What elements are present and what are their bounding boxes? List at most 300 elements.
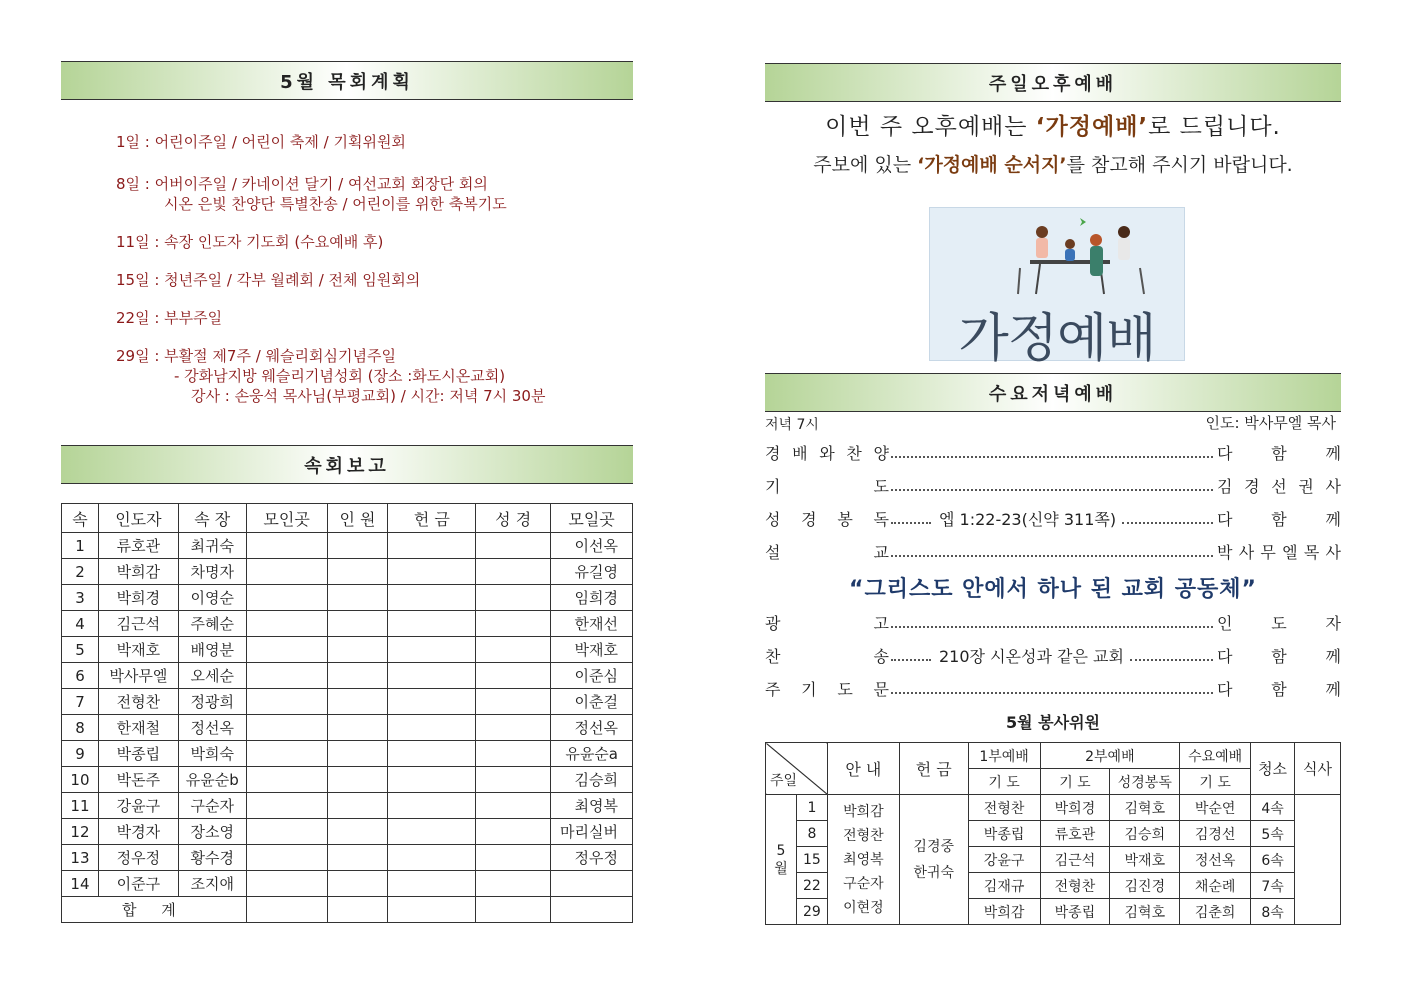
volunteer-cell: 5속 [1251, 821, 1295, 847]
week-day: 22 [796, 873, 827, 899]
order-label-char: 와 [819, 443, 835, 463]
plan-item [116, 132, 636, 152]
report-cell [246, 663, 327, 689]
volunteer-cell: 박희감 [968, 899, 1040, 925]
report-cell: 이준구 [98, 871, 178, 897]
order-dots [891, 682, 1213, 694]
guide-name: 구순자 [843, 875, 884, 892]
order-dots [891, 446, 1213, 458]
plan-text: 어버이주일 / 카네이션 달기 / 여선교회 회장단 회의 [154, 175, 488, 193]
plan-text: 어린이주일 / 어린이 축제 / 기획위원회 [154, 133, 406, 151]
month-cell [766, 795, 797, 925]
report-cell: 이선옥 [551, 533, 633, 559]
report-cell [246, 715, 327, 741]
order-label-char: 도 [873, 476, 889, 496]
report-column-header: 모일곳 [551, 504, 633, 533]
order-label [765, 611, 889, 634]
second-service-header: 2부예배 [1040, 743, 1180, 769]
worship-order-row [765, 676, 1341, 700]
order-value-char: 사 [1325, 476, 1341, 496]
report-cell: 정선옥 [551, 715, 633, 741]
order-label-char: 도 [837, 679, 853, 699]
volunteer-cell: 김혁호 [1110, 795, 1180, 821]
plan-extra-line: 강사 : 손웅석 목사님(부평교회) / 시간: 저녁 7시 30분 [191, 387, 546, 405]
order-value-char: 무 [1260, 542, 1276, 562]
order-label-char: 찬 [765, 646, 781, 666]
order-value-char: 자 [1325, 613, 1341, 633]
report-title: 속회보고 [304, 455, 390, 477]
report-cell [476, 871, 551, 897]
order-value [1217, 441, 1341, 464]
report-cell [476, 611, 551, 637]
plan-extra-line: 시온 은빛 찬양단 특별찬송 / 어린이를 위한 축복기도 [164, 195, 507, 213]
report-cell [388, 533, 476, 559]
report-row [62, 689, 633, 715]
plan-line [116, 232, 636, 252]
family-table-illustration [930, 208, 1184, 298]
report-cell [246, 793, 327, 819]
report-cell: 장소영 [178, 819, 246, 845]
report-cell: 4 [62, 611, 99, 637]
volunteer-cell: 김근석 [1040, 847, 1110, 873]
order-label-char: 독 [873, 509, 889, 529]
report-cell: 김근석 [98, 611, 178, 637]
order-label-char: 배 [792, 443, 808, 463]
volunteer-cell: 김진경 [1110, 873, 1180, 899]
sunday-header [765, 63, 1341, 102]
report-cell [388, 741, 476, 767]
report-cell [246, 559, 327, 585]
plan-title: 5월 목회계획 [280, 71, 414, 93]
report-cell [476, 715, 551, 741]
volunteer-cell: 김춘희 [1180, 899, 1251, 925]
report-cell: 정선옥 [178, 715, 246, 741]
worship-order [765, 440, 1341, 570]
order-value [1217, 540, 1341, 563]
report-cell: 12 [62, 819, 99, 845]
order-label [765, 540, 889, 563]
report-row [62, 793, 633, 819]
plan-line [116, 346, 636, 366]
order-label-char: 기 [765, 476, 781, 496]
report-cell: 오세순 [178, 663, 246, 689]
order-value-char: 께 [1325, 679, 1341, 699]
plan-day: 11일 : [116, 233, 165, 251]
report-cell: 유윤순a [551, 741, 633, 767]
sunday-line1-pre: 이번 주 오후예배는 [825, 114, 1036, 140]
report-cell: 8 [62, 715, 99, 741]
order-dots [891, 616, 1213, 628]
sermon-title: “그리스도 안에서 하나 된 교회 공동체” [849, 577, 1257, 602]
report-cell: 3 [62, 585, 99, 611]
report-row [62, 767, 633, 793]
pray-header-3: 기 도 [1180, 769, 1251, 795]
week-day: 15 [796, 847, 827, 873]
report-column-header: 성 경 [476, 504, 551, 533]
report-cell [327, 871, 388, 897]
report-cell [327, 585, 388, 611]
sunday-line1-post: 로 드립니다. [1148, 114, 1281, 140]
report-cell [476, 637, 551, 663]
order-dots [891, 649, 931, 661]
volunteer-cell: 8속 [1251, 899, 1295, 925]
volunteer-table [765, 742, 1341, 925]
plan-item [116, 174, 636, 214]
report-cell: 배영분 [178, 637, 246, 663]
volunteer-cell: 박희경 [1040, 795, 1110, 821]
order-label [765, 507, 889, 530]
wednesday-header [765, 373, 1341, 412]
report-cell: 14 [62, 871, 99, 897]
report-cell: 유길영 [551, 559, 633, 585]
report-cell: 이영순 [178, 585, 246, 611]
report-cell: 차명자 [178, 559, 246, 585]
report-cell [327, 741, 388, 767]
plan-text: 청년주일 / 각부 월례회 / 전체 임원회의 [164, 271, 421, 289]
order-value-char: 목 [1303, 542, 1320, 562]
report-header [61, 445, 633, 484]
sunday-line2-pre: 주보에 있는 [813, 154, 918, 176]
order-label-char: 고 [873, 613, 889, 633]
order-value-char: 함 [1271, 509, 1287, 529]
report-cell: 황수경 [178, 845, 246, 871]
order-value-char: 인 [1217, 613, 1233, 633]
order-label-char: 송 [873, 646, 889, 666]
report-total-row [62, 897, 633, 923]
offering-header: 헌 금 [899, 743, 968, 795]
plan-list [116, 132, 636, 406]
order-value [1217, 677, 1341, 700]
report-row [62, 741, 633, 767]
wednesday-title: 수요저녁예배 [988, 383, 1118, 405]
volunteer-cell: 김혁호 [1110, 899, 1180, 925]
report-cell: 정우정 [551, 845, 633, 871]
volunteer-cell: 정선옥 [1180, 847, 1251, 873]
wednesday-time: 저녁 7시 [765, 417, 819, 433]
report-cell [246, 767, 327, 793]
order-label-char: 봉 [837, 509, 853, 529]
order-value-char: 사 [1238, 542, 1255, 562]
report-cell: 2 [62, 559, 99, 585]
week-day: 29 [796, 899, 827, 925]
report-cell [388, 845, 476, 871]
order-label-char: 찬 [846, 443, 862, 463]
report-row [62, 533, 633, 559]
plan-item [116, 232, 636, 252]
wednesday-leader: 인도: 박사무엘 목사 [1205, 414, 1336, 432]
order-value [1217, 474, 1341, 497]
pray-header-2: 기 도 [1040, 769, 1110, 795]
order-label-char: 광 [765, 613, 781, 633]
order-value-char: 다 [1217, 509, 1233, 529]
report-cell: 9 [62, 741, 99, 767]
plan-text: 속장 인도자 기도회 (수요예배 후) [164, 233, 384, 251]
worship-order-row [765, 440, 1341, 464]
guide-name: 이현정 [843, 899, 884, 916]
report-cell [388, 637, 476, 663]
report-cell [388, 767, 476, 793]
plan-day: 15일 : [116, 271, 165, 289]
report-cell [246, 585, 327, 611]
report-cell: 임희경 [551, 585, 633, 611]
report-cell: 11 [62, 793, 99, 819]
report-column-header: 헌 금 [388, 504, 476, 533]
report-cell [327, 611, 388, 637]
report-cell: 13 [62, 845, 99, 871]
plan-text: 부활절 제7주 / 웨슬리회심기념주일 [164, 347, 396, 365]
report-total-cell [551, 897, 633, 923]
week-header-cell [766, 743, 828, 795]
report-cell [476, 845, 551, 871]
report-row [62, 845, 633, 871]
report-cell: 박희숙 [178, 741, 246, 767]
volunteer-row [766, 795, 1341, 821]
order-label [765, 441, 889, 464]
report-cell [246, 689, 327, 715]
order-value-char: 다 [1217, 679, 1233, 699]
plan-item [116, 346, 636, 406]
report-cell: 박사무엘 [98, 663, 178, 689]
wed-service-header: 수요예배 [1180, 743, 1251, 769]
report-row [62, 611, 633, 637]
order-label-char: 경 [801, 509, 817, 529]
plan-line [116, 132, 636, 152]
worship-order-row [765, 539, 1341, 563]
volunteer-cell: 김승희 [1110, 821, 1180, 847]
guide-header: 안 내 [827, 743, 899, 795]
meal-header: 식사 [1295, 743, 1341, 795]
worship-order-row [765, 473, 1341, 497]
week-day: 1 [796, 795, 827, 821]
report-cell: 강윤구 [98, 793, 178, 819]
order-value-char: 박 [1217, 542, 1233, 562]
report-column-header: 모인곳 [246, 504, 327, 533]
report-cell: 박경자 [98, 819, 178, 845]
report-cell: 전형찬 [98, 689, 178, 715]
report-cell [327, 637, 388, 663]
guide-cell [827, 795, 899, 925]
report-cell [388, 715, 476, 741]
report-cell [476, 559, 551, 585]
order-label-char: 문 [873, 679, 889, 699]
report-cell: 박재호 [551, 637, 633, 663]
worship-order-row [765, 506, 1341, 530]
volunteer-cell: 전형찬 [968, 795, 1040, 821]
report-cell: 정우정 [98, 845, 178, 871]
order-label-char: 양 [873, 443, 889, 463]
report-total-cell [388, 897, 476, 923]
sunday-line-1 [765, 108, 1341, 141]
week-day: 8 [796, 821, 827, 847]
month-char: 5 [776, 842, 786, 859]
order-value-char: 김 [1217, 476, 1233, 496]
read-header: 성경봉독 [1110, 769, 1180, 795]
worship-order-row [765, 610, 1341, 634]
volunteer-cell: 전형찬 [1040, 873, 1110, 899]
guide-name: 최영복 [843, 851, 884, 868]
report-cell [388, 663, 476, 689]
order-value-char: 사 [1325, 542, 1341, 562]
volunteer-cell: 4속 [1251, 795, 1295, 821]
order-value-char: 경 [1244, 476, 1260, 496]
plan-item [116, 270, 636, 290]
order-dots [891, 545, 1213, 557]
report-row [62, 871, 633, 897]
report-cell: 7 [62, 689, 99, 715]
report-cell [388, 689, 476, 715]
order-value-char: 도 [1271, 613, 1287, 633]
order-dots [891, 512, 931, 524]
report-cell: 최영복 [551, 793, 633, 819]
order-value-char: 께 [1325, 443, 1341, 463]
report-cell: 김승희 [551, 767, 633, 793]
order-value [1217, 507, 1341, 530]
report-cell: 정광희 [178, 689, 246, 715]
report-cell [246, 637, 327, 663]
report-total-label: 합 계 [62, 897, 247, 923]
order-label-char: 설 [765, 542, 781, 562]
report-cell [246, 845, 327, 871]
report-cell [476, 741, 551, 767]
report-cell [246, 611, 327, 637]
sunday-line1-emphasis: ‘가정예배’ [1035, 114, 1149, 140]
order-value-char: 함 [1271, 443, 1287, 463]
order-value-char: 엘 [1282, 542, 1298, 562]
plan-line [116, 270, 636, 290]
report-cell [388, 559, 476, 585]
volunteer-cell: 김경선 [1180, 821, 1251, 847]
report-cell [388, 611, 476, 637]
week-header: 주일 [770, 773, 798, 789]
report-cell [551, 871, 633, 897]
plan-day: 29일 : [116, 347, 165, 365]
report-cell [327, 663, 388, 689]
order-value-char: 함 [1271, 679, 1287, 699]
order-dots [1130, 649, 1213, 661]
offering-name: 한귀숙 [913, 864, 954, 881]
order-value-char: 께 [1325, 509, 1341, 529]
offering-name: 김경중 [913, 838, 954, 855]
order-label-char: 기 [801, 679, 817, 699]
order-dots [1122, 512, 1213, 524]
sunday-title: 주일오후예배 [988, 73, 1118, 95]
report-cell [327, 689, 388, 715]
report-row [62, 559, 633, 585]
report-cell [327, 793, 388, 819]
family-worship-image [929, 207, 1185, 369]
order-label-char: 성 [765, 509, 781, 529]
report-cell [476, 533, 551, 559]
report-cell [476, 585, 551, 611]
report-row [62, 663, 633, 689]
image-caption: 가정예배 [958, 309, 1156, 369]
report-column-header: 인도자 [98, 504, 178, 533]
report-cell: 이준심 [551, 663, 633, 689]
report-cell [388, 793, 476, 819]
report-cell: 6 [62, 663, 99, 689]
order-value-char: 다 [1217, 646, 1233, 666]
order-detail: 엡 1:22-23(신약 311쪽) [939, 509, 1117, 529]
report-cell: 박종립 [98, 741, 178, 767]
plan-item [116, 308, 636, 328]
volunteer-cell: 김재규 [968, 873, 1040, 899]
report-cell: 구순자 [178, 793, 246, 819]
order-value-char: 선 [1271, 476, 1287, 496]
month-char: 월 [774, 860, 788, 877]
volunteer-title: 5월 봉사위원 [1006, 713, 1100, 732]
order-label [765, 677, 889, 700]
order-label-char: 경 [765, 443, 781, 463]
volunteer-cell: 7속 [1251, 873, 1295, 899]
report-cell: 박희감 [98, 559, 178, 585]
plan-header [61, 61, 633, 100]
report-cell [388, 871, 476, 897]
report-cell [246, 819, 327, 845]
report-cell: 주혜순 [178, 611, 246, 637]
report-cell: 한재철 [98, 715, 178, 741]
report-cell: 1 [62, 533, 99, 559]
order-detail: 210장 시온성과 같은 교회 [939, 646, 1124, 666]
report-cell [327, 845, 388, 871]
report-total-cell [246, 897, 327, 923]
report-row [62, 585, 633, 611]
order-value-char: 께 [1325, 646, 1341, 666]
report-cell [246, 533, 327, 559]
report-column-header: 속 [62, 504, 99, 533]
report-table [61, 503, 633, 923]
report-total-cell [327, 897, 388, 923]
first-service-header: 1부예배 [968, 743, 1040, 769]
plan-text: 부부주일 [164, 309, 223, 327]
report-column-header: 인 원 [327, 504, 388, 533]
volunteer-cell: 채순례 [1180, 873, 1251, 899]
report-cell [327, 767, 388, 793]
report-cell [246, 871, 327, 897]
report-cell: 조지애 [178, 871, 246, 897]
volunteer-cell: 박순연 [1180, 795, 1251, 821]
order-label [765, 644, 889, 667]
report-cell: 유윤순b [178, 767, 246, 793]
order-label [765, 474, 889, 497]
report-cell [476, 689, 551, 715]
volunteer-cell: 강윤구 [968, 847, 1040, 873]
report-column-header: 속 장 [178, 504, 246, 533]
report-cell [327, 533, 388, 559]
order-value-char: 다 [1217, 443, 1233, 463]
report-cell [388, 819, 476, 845]
order-label-char: 교 [873, 542, 889, 562]
plan-day: 22일 : [116, 309, 165, 327]
report-row [62, 637, 633, 663]
plan-line [116, 174, 636, 194]
clean-header: 청소 [1251, 743, 1295, 795]
report-cell: 류호관 [98, 533, 178, 559]
plan-line [116, 308, 636, 328]
report-cell: 박돈주 [98, 767, 178, 793]
meal-cell [1295, 795, 1341, 925]
worship-order-row [765, 643, 1341, 667]
order-value [1217, 611, 1341, 634]
report-cell: 5 [62, 637, 99, 663]
volunteer-cell: 박재호 [1110, 847, 1180, 873]
report-cell: 최귀숙 [178, 533, 246, 559]
report-cell [327, 559, 388, 585]
plan-day: 1일 : [116, 133, 155, 151]
volunteer-cell: 류호관 [1040, 821, 1110, 847]
sunday-line-2 [765, 150, 1341, 177]
sunday-line2-emphasis: ‘가정예배 순서지’ [917, 154, 1067, 176]
plan-extra-line: - 강화남지방 웨슬리기념성회 (장소 :화도시온교회) [174, 367, 506, 385]
